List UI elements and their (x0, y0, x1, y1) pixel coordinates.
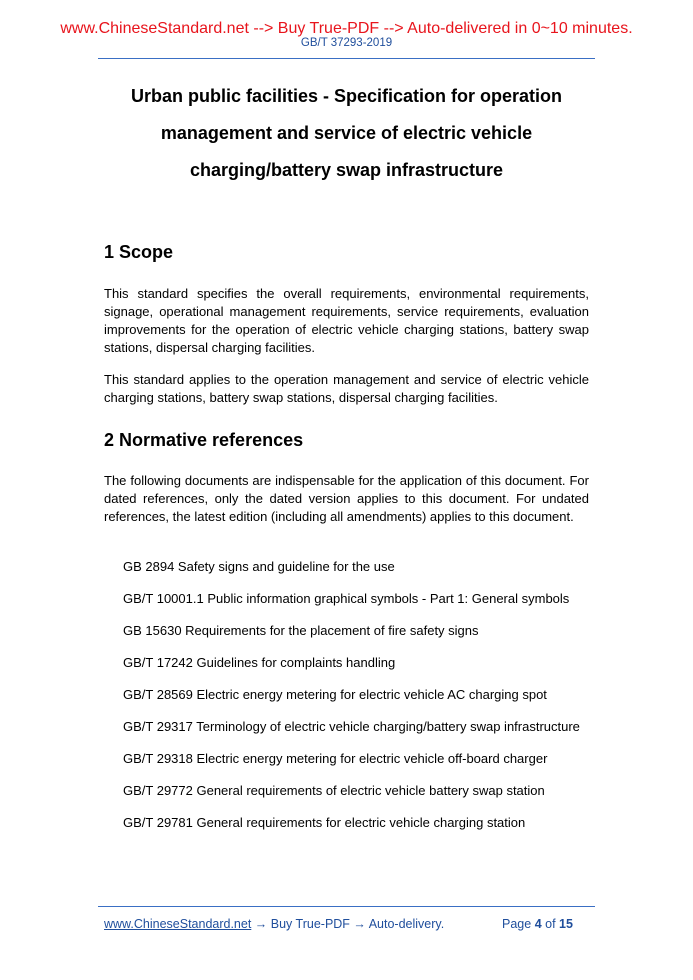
reference-item: GB 15630 Requirements for the placement of fire safety signs (123, 623, 479, 638)
reference-list (123, 558, 589, 846)
reference-item: GB 2894 Safety signs and guideline for the use (123, 559, 395, 574)
document-title (104, 78, 589, 189)
reference-item: GB/T 29781 General requirements for electric vehicle charging station (123, 815, 526, 830)
reference-item: GB/T 10001.1 Public information graphical symbols - Part 1: General symbols (123, 591, 570, 606)
reference-item: GB/T 17242 Guidelines for complaints handling (123, 655, 396, 670)
section-heading-scope: 1 Scope (104, 242, 174, 262)
scope-paragraph-1: This standard specifies the overall requirements, environmental requirements, signage, operational management requirements, service requirements, evaluation improvements for the operation of electric vehicle charging stations, battery swap stations, dispersal charging facilities. (104, 286, 589, 355)
normative-intro-paragraph: The following documents are indispensable for the application of this document. For dated references, only the dated version applies to this document. For undated references, the latest edition (including all amendments) applies to this document. (104, 473, 589, 524)
page-total: 15 (559, 917, 573, 931)
page-label: Page (502, 917, 532, 931)
page-current: 4 (534, 917, 542, 931)
promo-banner[interactable]: www.ChineseStandard.net --> Buy True-PDF --> Auto-delivered in 0~10 minutes. (60, 20, 633, 37)
reference-item: GB/T 28569 Electric energy metering for electric vehicle AC charging spot (123, 687, 547, 702)
scope-paragraph-2: This standard applies to the operation management and service of electric vehicle charging stations, battery swap stations, dispersal charging facilities. (104, 372, 589, 405)
section-heading-normative-references: 2 Normative references (104, 430, 304, 450)
reference-item: GB/T 29772 General requirements of electric vehicle battery swap station (123, 783, 545, 798)
standard-code: GB/T 37293-2019 (300, 37, 393, 49)
reference-item: GB/T 29317 Terminology of electric vehicle charging/battery swap infrastructure (123, 719, 580, 734)
footer-divider (98, 906, 595, 907)
title-line-2: management and service of electric vehicle (160, 123, 533, 143)
title-line-1: Urban public facilities - Specification for operation (130, 86, 563, 106)
page-of-label: of (545, 917, 556, 931)
title-line-3: charging/battery swap infrastructure (189, 160, 504, 180)
footer-promo (104, 916, 444, 932)
header-divider (98, 58, 595, 59)
footer-website-link[interactable]: www.ChineseStandard.net (104, 917, 252, 931)
page-number (502, 916, 573, 932)
reference-item: GB/T 29318 Electric energy metering for electric vehicle off-board charger (123, 751, 548, 766)
footer-promo-text: → Buy True-PDF → Auto-delivery. (251, 917, 445, 931)
